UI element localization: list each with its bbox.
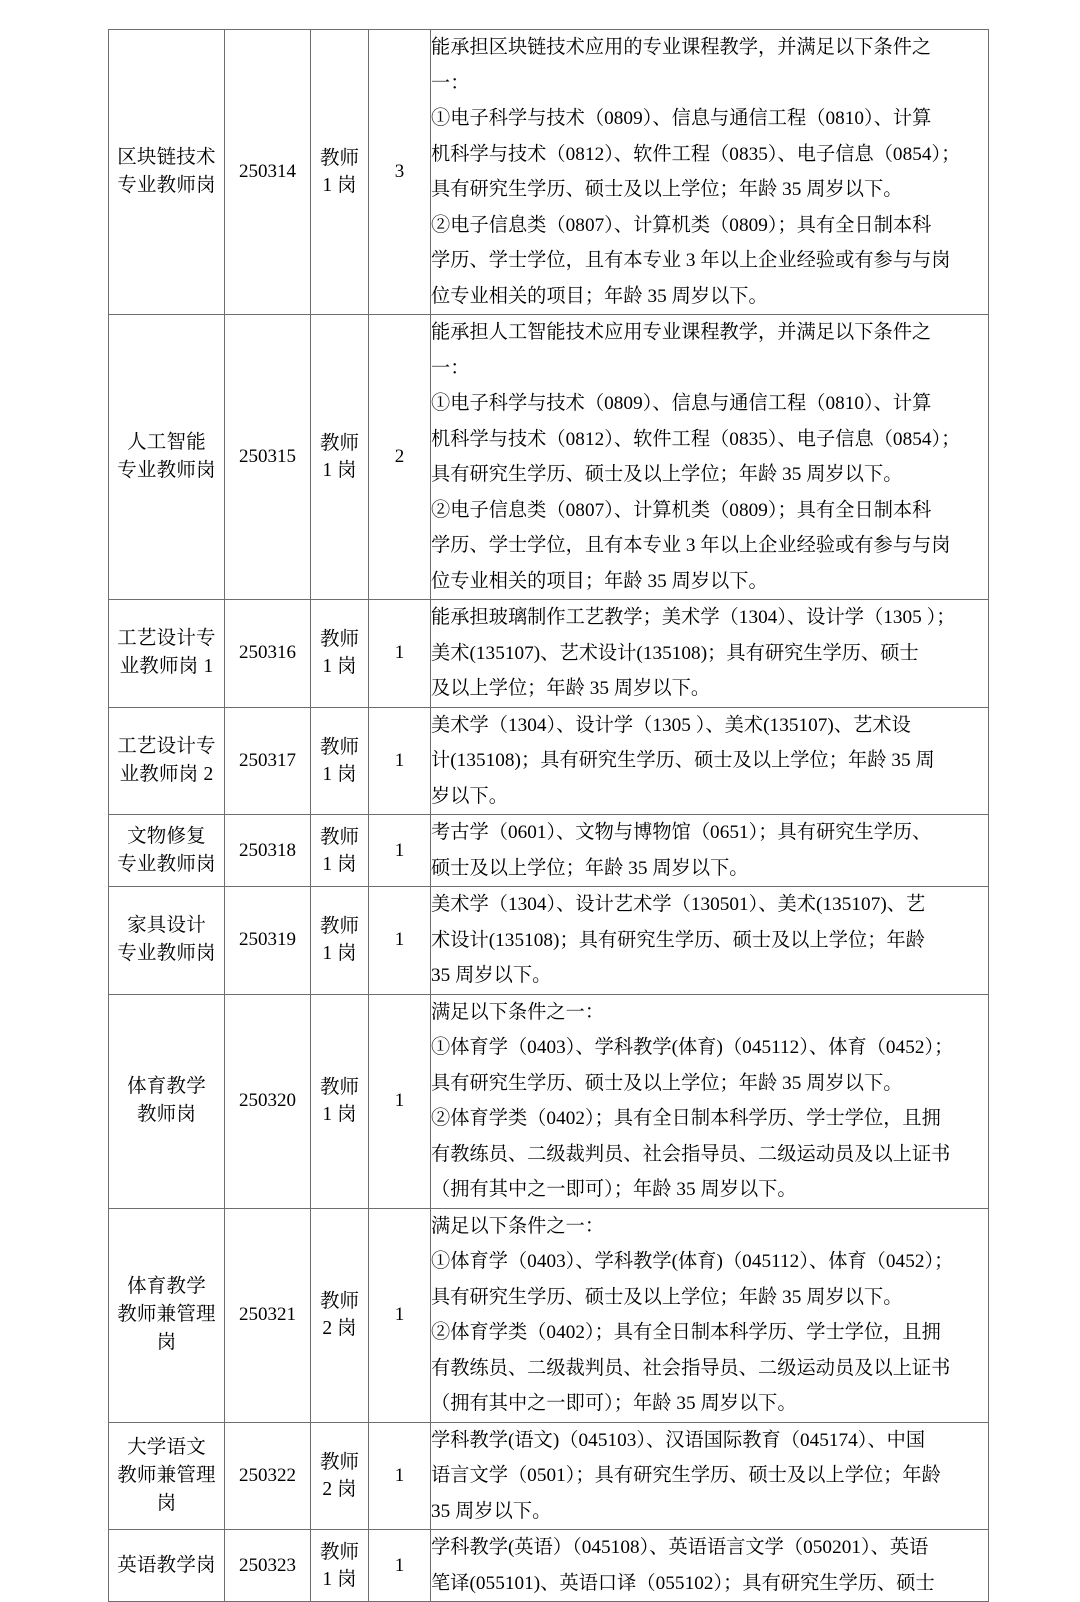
cell-position-title — [109, 815, 225, 887]
cell-position-title — [109, 1530, 225, 1602]
cell-post-level — [311, 707, 369, 815]
position-title-line: 大学语文 — [127, 1436, 206, 1458]
requirement-line: 岁以下。 — [431, 785, 508, 807]
requirement-line: 考古学（0601）、文物与博物馆（0651）；具有研究生学历、 — [431, 822, 932, 843]
cell-position-code: 250321 — [225, 1208, 311, 1422]
requirement-line: 机科学与技术（0812）、软件工程（0835）、电子信息（0854）； — [431, 428, 961, 450]
requirement-line: 能承担玻璃制作工艺教学；美术学（1304）、设计学（1305 ）； — [431, 607, 956, 628]
cell-requirements — [431, 815, 989, 887]
table-row — [109, 1422, 989, 1530]
post-level-line: 教师 — [319, 629, 359, 651]
post-level-line: 教师 — [319, 736, 359, 758]
requirement-line: 35 周岁以下。 — [431, 1500, 552, 1522]
position-title-line: 专业教师岗 — [117, 943, 216, 965]
cell-position-title — [109, 707, 225, 815]
position-title-line: 体育教学 — [127, 1076, 206, 1097]
cell-headcount: 1 — [369, 1530, 431, 1602]
position-table-container — [108, 29, 988, 1602]
position-title-line: 工艺设计专 — [117, 735, 216, 757]
post-level-line: 2 岗 — [322, 1478, 357, 1500]
post-level-line: 教师 — [319, 1451, 359, 1473]
requirement-line: 学科教学(语文)（045103）、汉语国际教育（045174）、中国 — [431, 1429, 926, 1451]
requirement-line: ①体育学（0403）、学科教学(体育)（045112）、体育（0452）； — [431, 1251, 954, 1272]
post-level-line: 1 岗 — [322, 656, 357, 678]
cell-requirements — [431, 887, 989, 995]
position-title-line: 教师兼管理 — [117, 1304, 216, 1325]
post-level-line: 1 岗 — [322, 943, 357, 965]
requirement-line: 满足以下条件之一： — [431, 1215, 605, 1237]
recruitment-position-table — [108, 29, 989, 1602]
table-row — [109, 600, 989, 708]
cell-position-code: 250322 — [225, 1422, 311, 1530]
position-title-line: 教师兼管理 — [117, 1464, 216, 1486]
position-title-line: 区块链技术 — [117, 147, 216, 168]
cell-post-level — [311, 994, 369, 1208]
cell-post-level — [311, 887, 369, 995]
cell-headcount: 1 — [369, 600, 431, 708]
position-title-line: 专业教师岗 — [117, 853, 216, 875]
cell-headcount: 3 — [369, 30, 431, 315]
table-row — [109, 815, 989, 887]
requirement-line: 语言文学（0501）；具有研究生学历、硕士及以上学位；年龄 — [431, 1465, 941, 1486]
position-title-line: 体育教学 — [127, 1276, 206, 1297]
position-title-line: 教师岗 — [136, 1104, 197, 1125]
cell-position-title — [109, 887, 225, 995]
table-body — [109, 30, 989, 1602]
requirement-line: ②体育学类（0402）；具有全日制本科学历、学士学位，且拥 — [431, 1322, 941, 1343]
requirement-line: 美术学（1304）、设计艺术学（130501）、美术(135107)、艺 — [431, 894, 926, 915]
cell-position-code: 250315 — [225, 315, 311, 600]
cell-requirements — [431, 994, 989, 1208]
cell-post-level — [311, 600, 369, 708]
requirement-line: 有教练员、二级裁判员、社会指导员、二级运动员及以上证书 — [431, 1357, 951, 1379]
requirement-line: 美术(135107)、艺术设计(135108)；具有研究生学历、硕士 — [431, 642, 919, 664]
cell-headcount: 1 — [369, 1208, 431, 1422]
requirement-line: 术设计(135108)；具有研究生学历、硕士及以上学位；年龄 — [431, 929, 925, 951]
position-title-line: 人工智能 — [127, 432, 206, 453]
cell-position-code: 250316 — [225, 600, 311, 708]
cell-post-level — [311, 30, 369, 315]
requirement-line: ①电子科学与技术（0809）、信息与通信工程（0810）、计算 — [431, 393, 932, 414]
requirement-line: 能承担区块链技术应用的专业课程教学，并满足以下条件之 — [431, 37, 932, 58]
position-title-line: 岗 — [156, 1492, 177, 1514]
requirement-line: ②电子信息类（0807）、计算机类（0809）；具有全日制本科 — [431, 214, 932, 236]
post-level-line: 1 岗 — [322, 460, 357, 481]
cell-position-title — [109, 600, 225, 708]
requirement-line: 有教练员、二级裁判员、社会指导员、二级运动员及以上证书 — [431, 1143, 951, 1165]
requirement-line: 一： — [431, 357, 470, 379]
position-title-line: 专业教师岗 — [117, 175, 216, 196]
requirement-line: ②体育学类（0402）；具有全日制本科学历、学士学位，且拥 — [431, 1108, 941, 1129]
cell-requirements — [431, 1530, 989, 1602]
requirement-line: 满足以下条件之一： — [431, 1001, 605, 1023]
post-level-line: 教师 — [319, 433, 359, 454]
table-row — [109, 1530, 989, 1602]
cell-position-code: 250318 — [225, 815, 311, 887]
table-row — [109, 887, 989, 995]
table-row — [109, 707, 989, 815]
requirement-line: 计(135108)；具有研究生学历、硕士及以上学位；年龄 35 周 — [431, 750, 935, 771]
cell-post-level — [311, 1530, 369, 1602]
position-title-line: 文物修复 — [127, 825, 206, 847]
position-title-line: 业教师岗 1 — [119, 656, 214, 678]
cell-headcount: 1 — [369, 1422, 431, 1530]
cell-requirements — [431, 30, 989, 315]
requirement-line: 具有研究生学历、硕士及以上学位；年龄 35 周岁以下。 — [431, 179, 903, 200]
table-row — [109, 1208, 989, 1422]
post-level-line: 2 岗 — [322, 1318, 357, 1339]
post-level-line: 教师 — [319, 1077, 359, 1098]
post-level-line: 教师 — [319, 1291, 359, 1312]
cell-position-title — [109, 315, 225, 600]
position-title-line: 英语教学岗 — [117, 1554, 216, 1576]
cell-headcount: 2 — [369, 315, 431, 600]
post-level-line: 1 岗 — [322, 1568, 357, 1590]
requirement-line: ①电子科学与技术（0809）、信息与通信工程（0810）、计算 — [431, 108, 932, 129]
cell-headcount: 1 — [369, 887, 431, 995]
post-level-line: 教师 — [319, 826, 359, 848]
cell-position-code: 250317 — [225, 707, 311, 815]
post-level-line: 教师 — [319, 148, 359, 169]
requirement-line: 硕士及以上学位；年龄 35 周岁以下。 — [431, 857, 749, 879]
cell-requirements — [431, 707, 989, 815]
requirement-line: 学历、学士学位，且有本专业 3 年以上企业经验或有参与与岗 — [431, 535, 951, 556]
requirement-line: 能承担人工智能技术应用专业课程教学，并满足以下条件之 — [431, 322, 932, 343]
requirement-line: 位专业相关的项目；年龄 35 周岁以下。 — [431, 570, 768, 592]
cell-post-level — [311, 315, 369, 600]
cell-position-code: 250320 — [225, 994, 311, 1208]
requirement-line: 笔译(055101)、英语口译（055102）；具有研究生学历、硕士 — [431, 1572, 935, 1594]
cell-requirements — [431, 315, 989, 600]
post-level-line: 教师 — [319, 916, 359, 938]
requirement-line: 学历、学士学位，且有本专业 3 年以上企业经验或有参与与岗 — [431, 250, 951, 271]
cell-position-title — [109, 1208, 225, 1422]
requirement-line: 35 周岁以下。 — [431, 965, 552, 986]
position-title-line: 专业教师岗 — [117, 460, 216, 481]
cell-post-level — [311, 1208, 369, 1422]
table-row — [109, 315, 989, 600]
requirement-line: 位专业相关的项目；年龄 35 周岁以下。 — [431, 285, 768, 307]
table-row — [109, 994, 989, 1208]
position-title-line: 家具设计 — [127, 915, 206, 937]
cell-position-title — [109, 994, 225, 1208]
requirement-line: 及以上学位；年龄 35 周岁以下。 — [431, 678, 711, 699]
cell-position-title — [109, 1422, 225, 1530]
requirement-line: ①体育学（0403）、学科教学(体育)（045112）、体育（0452）； — [431, 1037, 954, 1058]
position-title-line: 业教师岗 2 — [119, 763, 214, 785]
requirement-line: 具有研究生学历、硕士及以上学位；年龄 35 周岁以下。 — [431, 1072, 903, 1094]
requirement-line: ②电子信息类（0807）、计算机类（0809）；具有全日制本科 — [431, 499, 932, 521]
cell-requirements — [431, 600, 989, 708]
cell-headcount: 1 — [369, 707, 431, 815]
post-level-line: 1 岗 — [322, 763, 357, 785]
requirement-line: 一： — [431, 72, 470, 94]
position-title-line: 岗 — [156, 1332, 177, 1353]
post-level-line: 1 岗 — [322, 853, 357, 875]
cell-headcount: 1 — [369, 994, 431, 1208]
cell-requirements — [431, 1208, 989, 1422]
requirement-line: 具有研究生学历、硕士及以上学位；年龄 35 周岁以下。 — [431, 464, 903, 485]
requirement-line: （拥有其中之一即可）；年龄 35 周岁以下。 — [431, 1393, 797, 1414]
cell-requirements — [431, 1422, 989, 1530]
requirement-line: （拥有其中之一即可）；年龄 35 周岁以下。 — [431, 1179, 797, 1200]
post-level-line: 1 岗 — [322, 175, 357, 196]
post-level-line: 1 岗 — [322, 1104, 357, 1125]
requirement-line: 具有研究生学历、硕士及以上学位；年龄 35 周岁以下。 — [431, 1286, 903, 1308]
cell-headcount: 1 — [369, 815, 431, 887]
cell-position-code: 250319 — [225, 887, 311, 995]
cell-post-level — [311, 815, 369, 887]
post-level-line: 教师 — [319, 1541, 359, 1563]
table-row — [109, 30, 989, 315]
requirement-line: 美术学（1304）、设计学（1305 ）、美术(135107)、艺术设 — [431, 714, 911, 736]
requirement-line: 学科教学(英语）（045108）、英语语言文学（050201）、英语 — [431, 1537, 929, 1558]
cell-post-level — [311, 1422, 369, 1530]
position-title-line: 工艺设计专 — [117, 628, 216, 650]
cell-position-code: 250314 — [225, 30, 311, 315]
cell-position-code: 250323 — [225, 1530, 311, 1602]
cell-position-title — [109, 30, 225, 315]
requirement-line: 机科学与技术（0812）、软件工程（0835）、电子信息（0854）； — [431, 143, 961, 165]
